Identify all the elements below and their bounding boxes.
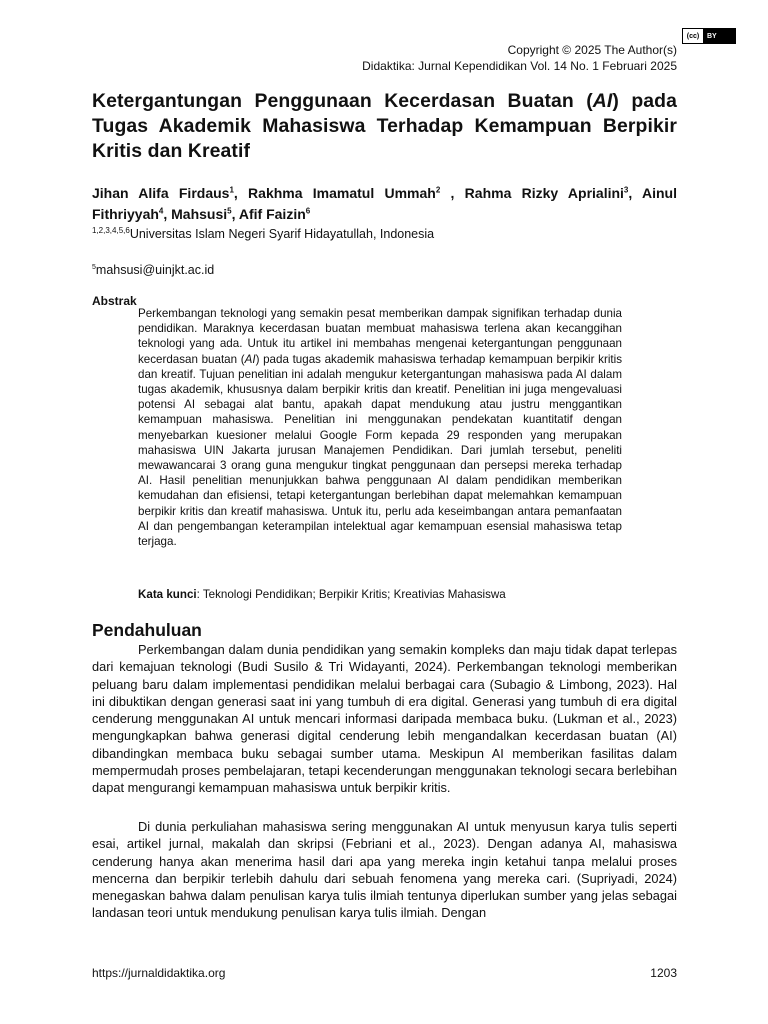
cc-icon: (cc) bbox=[683, 29, 704, 43]
author-affil-number: 5 bbox=[227, 206, 232, 216]
author-name: Ainul Fithriyyah bbox=[92, 185, 677, 222]
body-paragraph-2: Di dunia perkuliahan mahasiswa sering menggunakan AI untuk menyusun karya tulis seperti esai, artikel jurnal, makalah dan skripsi (Febriani et al., 2023). Dengan adanya AI, mahasiswa cenderung hanya akan menerima hasil dari apa yang mereka ingin ketahui tanpa melalui proses mencerna dan berpikir terlebih dahulu dari sebuah fenomena yang mereka cari. (Supriyadi, 2024) menegaskan bahwa dalam penulisan karya tulis ilmiah tentunya diperlukan sumber yang jelas sebagai landasan teori untuk mendukung penulisan karya tulis ilmiah. Dengan bbox=[92, 819, 677, 921]
footer-journal-url[interactable]: https://jurnaldidaktika.org bbox=[92, 966, 226, 980]
title-text-2: ) pada Tugas Akademik Mahasiswa Terhadap Kemampuan Berpikir Kritis dan Kreatif bbox=[92, 90, 677, 162]
section-heading: Pendahuluan bbox=[92, 620, 202, 640]
abstract-text-2: ) pada tugas akademik mahasiswa terhadap kemampuan berpikir kritis dan kreatif. Tujuan penelitian ini adalah mengukur ketergantungan mahasiswa pada AI dalam tugas akademik, khususnya dalam berpikir kritis dan kreatif. Penelitian ini juga mengevaluasi potensi AI sebagai alat bantu, apakah dapat mendukung atau justru menggantikan kemampuan mahasiswa. Penelitian ini menggunakan pendekatan kuantitatif dengan menyebarkan kuesioner melalui Google Form kepada 29 responden yang merupakan mahasiswa UIN Jakarta jurusan Manajemen Pendidikan. Dari jumlah tersebut, peneliti mewawancarai 3 orang guna mengukur tingkat penggunaan dan persepsi mereka terhadap AI. Hasil penelitian menunjukkan bahwa penggunaan AI dalam pendidikan memberikan kemudahan dan efisiensi, tetapi ketergantungan berlebihan dapat melemahkan kemampuan berpikir kritis dan kreatif mahasiswa. Untuk itu, perlu ada keseimbangan antara pemanfaatan AI dan pengembangan keterampilan intelektual agar kemampuan esensial mahasiswa tetap terjaga. bbox=[138, 352, 622, 549]
author-separator: , bbox=[628, 185, 642, 201]
author-name: Afif Faizin bbox=[238, 206, 306, 222]
author-affil-number: 2 bbox=[435, 185, 441, 195]
abstract-text-1: Perkembangan teknologi yang semakin pesat memberikan dampak signifikan terhadap dunia pendidikan. Maraknya kecerdasan buatan membuat mahasiswa terlena akan kecanggihan teknologi yang ada. Untuk itu artikel ini membahas mengenai ketergantungan penggunaan kecerdasan buatan ( bbox=[138, 307, 622, 366]
author-affil-number: 3 bbox=[623, 185, 629, 195]
by-label: BY bbox=[704, 29, 735, 43]
author-affil-number: 1 bbox=[229, 185, 234, 195]
author-name: Mahsusi bbox=[171, 206, 228, 222]
paper-title bbox=[92, 89, 677, 164]
author-separator: , bbox=[163, 206, 172, 222]
keywords-label: Kata kunci bbox=[138, 588, 197, 601]
author-affil-number: 6 bbox=[305, 206, 311, 216]
abstract-heading: Abstrak bbox=[92, 294, 137, 308]
title-ai: AI bbox=[592, 90, 613, 112]
abstract-ai: AI bbox=[244, 352, 256, 366]
author-separator: , bbox=[231, 206, 239, 222]
author-name: Jihan Alifa Firdaus bbox=[92, 185, 230, 201]
author-separator: , bbox=[440, 185, 465, 201]
author-list bbox=[92, 183, 677, 225]
journal-line: Didaktika: Jurnal Kependidikan Vol. 14 No. 1 Februari 2025 bbox=[362, 59, 677, 73]
author-separator: , bbox=[233, 185, 249, 201]
body-paragraph-1: Perkembangan dalam dunia pendidikan yang semakin kompleks dan maju tidak dapat terlepas dari kemajuan teknologi (Budi Susilo & Tri Widayanti, 2024). Perkembangan teknologi memberikan peluang baru dalam implementasi pendidikan melalui berbagai cara (Subagio & Limbong, 2023). Hal ini dibuktikan dengan generasi saat ini yang tumbuh di era digital. Generasi yang tumbuh di era digital cenderung menggunakan AI untuk mencari informasi daripada membaca buku. (Lukman et al., 2023) mengungkapkan bahwa generasi digital cenderung lebih mengandalkan kecerdasan buatan (AI) dibandingkan membaca buku sebagai sumber utama. Meskipun AI memberikan fasilitas dalam mempermudah proses pembelajaran, tetapi kecenderungan menggunakan teknologi secara berlebihan dapat mengurangi kemampuan mahasiswa untuk berpikir kritis. bbox=[92, 642, 677, 796]
affiliation bbox=[92, 226, 434, 242]
keywords-list: : Teknologi Pendidikan; Berpikir Kritis; Kreativias Mahasiswa bbox=[196, 588, 506, 601]
email-author-number: 5 bbox=[92, 263, 96, 271]
title-text-1: Ketergantungan Penggunaan Kecerdasan Buatan ( bbox=[92, 90, 593, 112]
paper-page bbox=[92, 0, 677, 1024]
copyright-line: Copyright © 2025 The Author(s) bbox=[507, 43, 677, 57]
cc-by-license-badge bbox=[682, 28, 736, 44]
email-address[interactable]: mahsusi@uinjkt.ac.id bbox=[95, 263, 215, 277]
author-name: Rakhma Imamatul Ummah bbox=[248, 185, 436, 201]
keywords bbox=[138, 587, 506, 602]
corresponding-email bbox=[92, 262, 214, 278]
author-affil-number: 4 bbox=[158, 206, 164, 216]
affiliation-numbers: 1,2,3,4,5,6 bbox=[92, 225, 130, 235]
page-number: 1203 bbox=[650, 966, 677, 980]
affiliation-text: Universitas Islam Negeri Syarif Hidayatullah, Indonesia bbox=[129, 227, 435, 241]
author-name: Rahma Rizky Aprialini bbox=[464, 185, 624, 201]
abstract-body bbox=[138, 306, 622, 549]
